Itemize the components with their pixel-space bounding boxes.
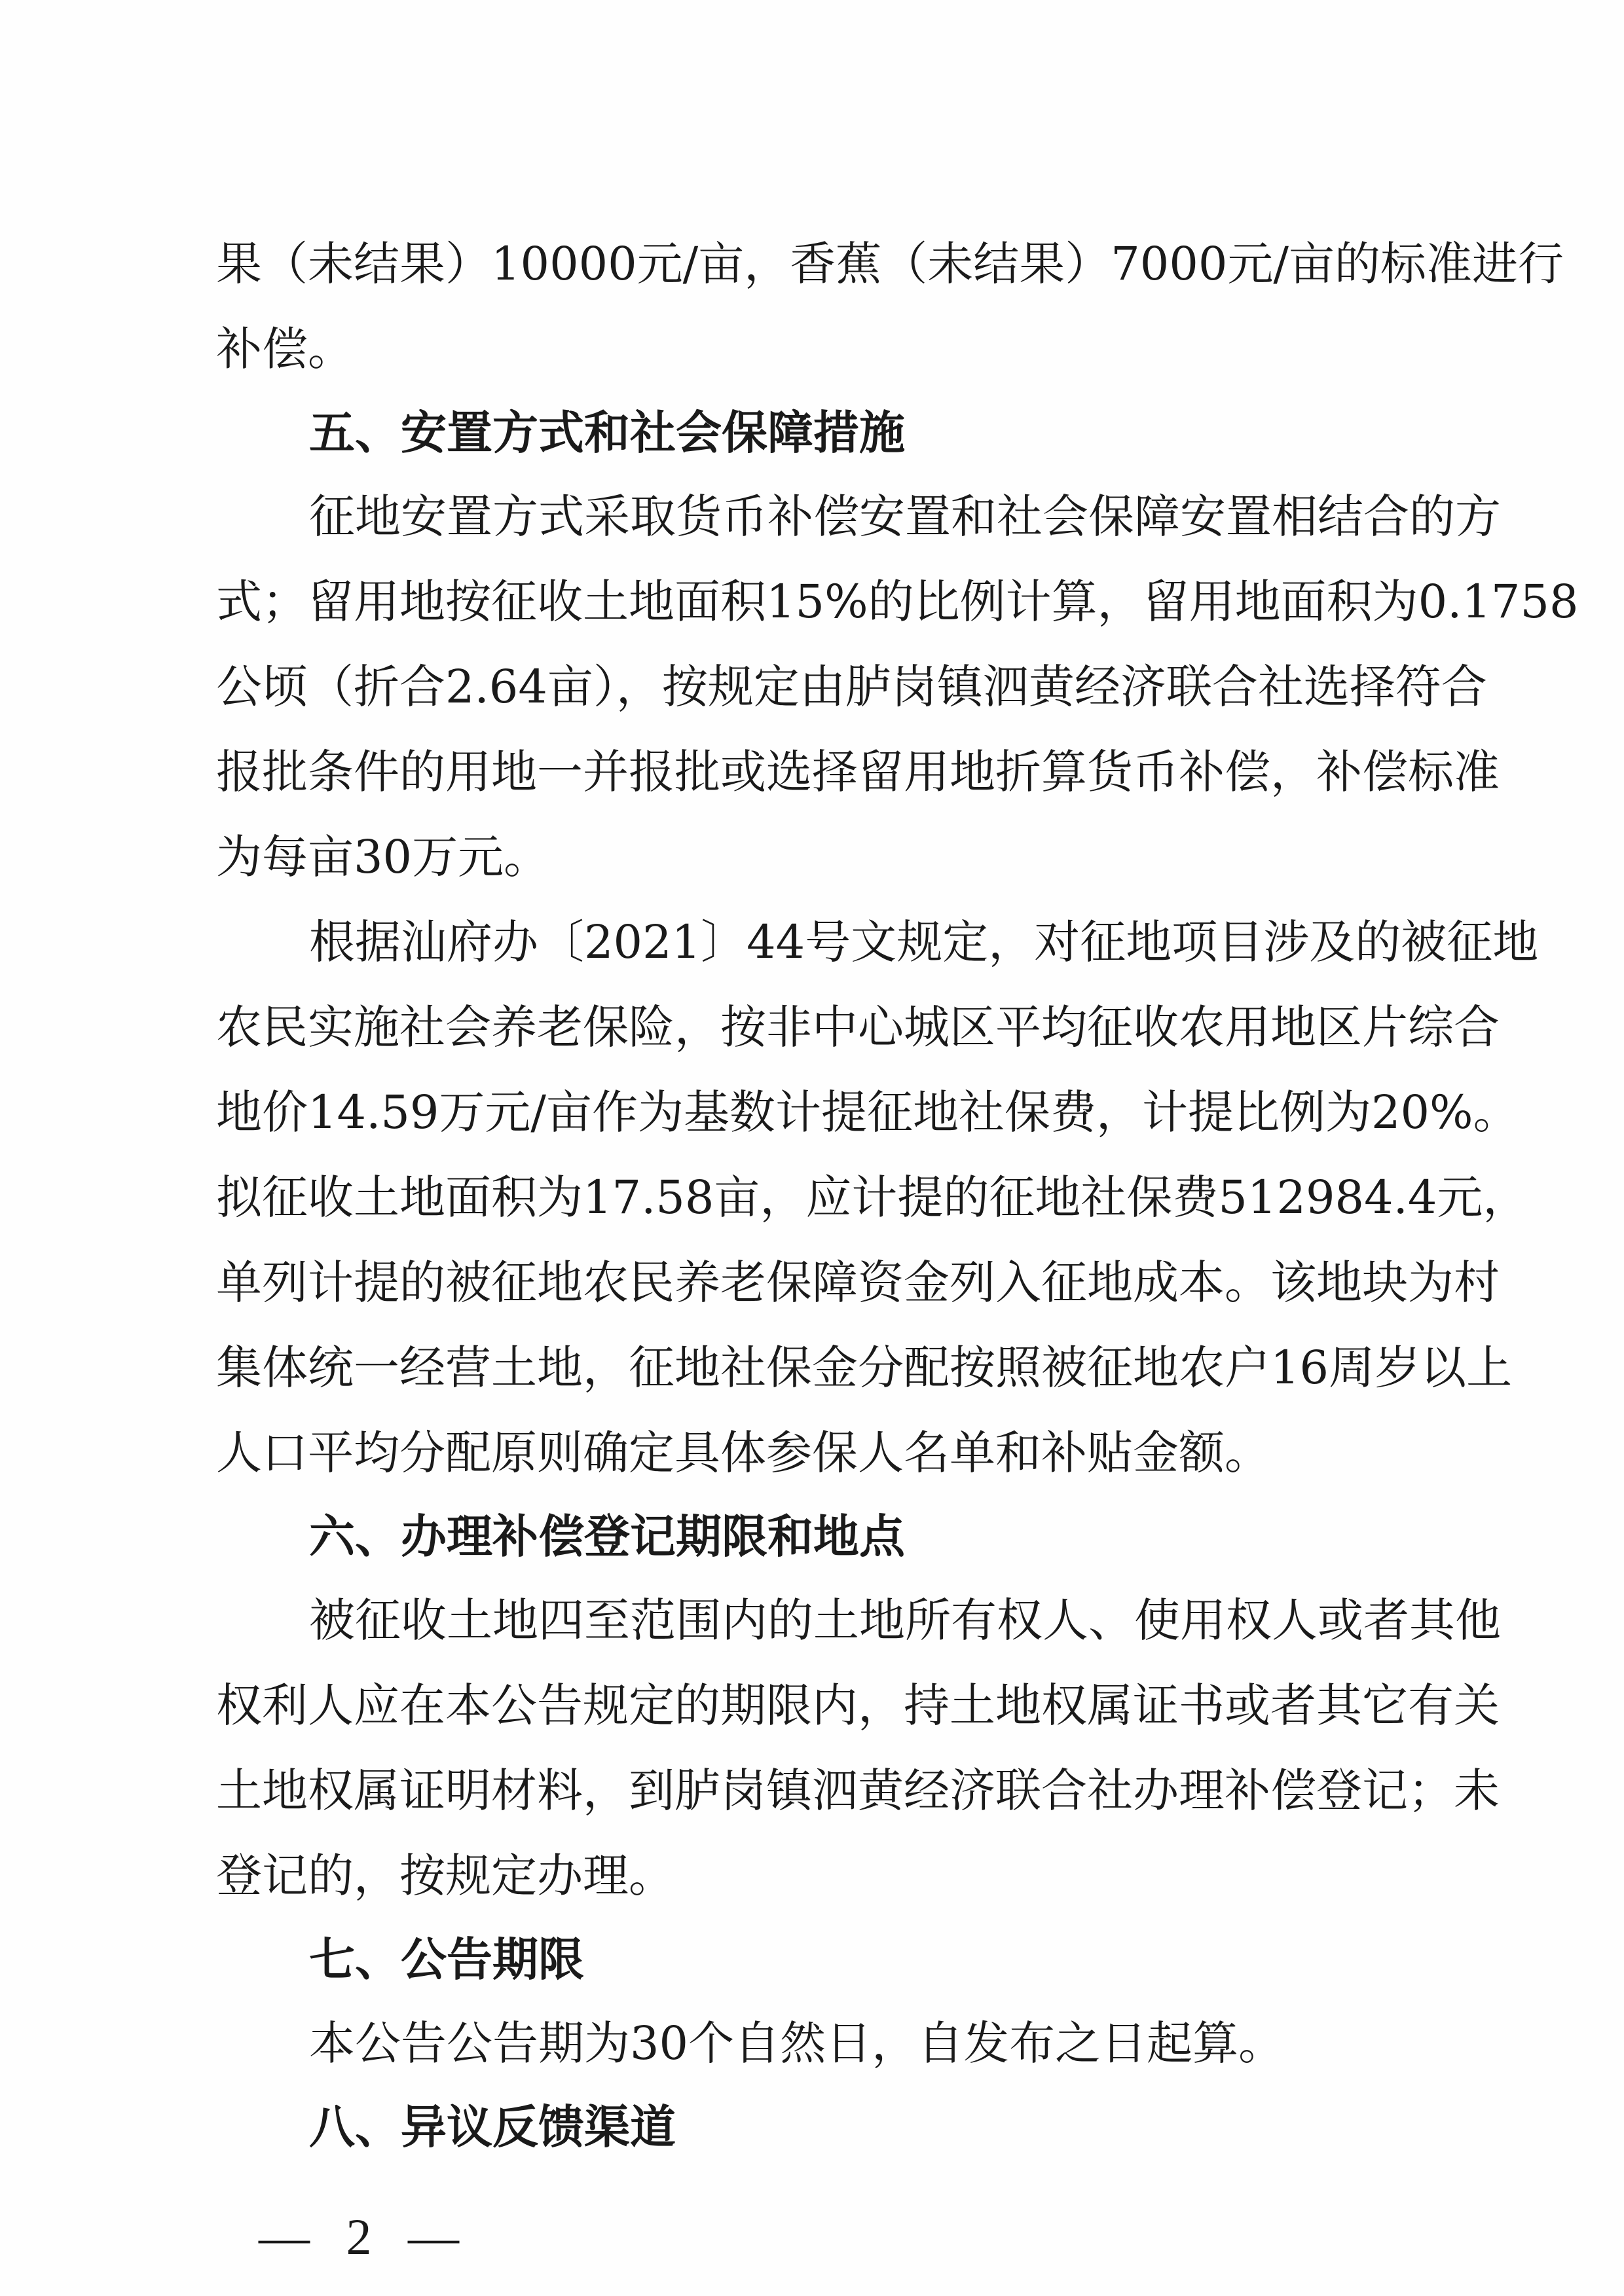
paragraph-line: 征地安置方式采取货币补偿安置和社会保障安置相结合的方 — [309, 490, 1501, 543]
paragraph-line: 补偿。 — [216, 322, 354, 376]
paragraph-line: 集体统一经营土地，征地社保金分配按照被征地农户16周岁以上 — [216, 1341, 1513, 1394]
paragraph-line: 土地权属证明材料，到胪岗镇泗黄经济联合社办理补偿登记；未 — [216, 1764, 1500, 1817]
paragraph-line: 公顷（折合2.64亩），按规定由胪岗镇泗黄经济联合社选择符合 — [216, 660, 1487, 714]
section-heading-7: 七、公告期限 — [309, 1933, 584, 1986]
paragraph-line: 登记的，按规定办理。 — [216, 1849, 674, 1903]
paragraph-line: 根据汕府办〔2021〕44号文规定，对征地项目涉及的被征地 — [309, 915, 1539, 969]
paragraph-line: 报批条件的用地一并报批或选择留用地折算货币补偿，补偿标准 — [216, 745, 1500, 799]
paragraph-line: 农民实施社会养老保险，按非中心城区平均征收农用地区片综合 — [216, 1000, 1500, 1054]
paragraph-line: 人口平均分配原则确定具体参保人名单和补贴金额。 — [216, 1426, 1270, 1480]
paragraph-line: 被征收土地四至范围内的土地所有权人、使用权人或者其他 — [309, 1594, 1501, 1647]
paragraph-line: 权利人应在本公告规定的期限内，持土地权属证书或者其它有关 — [216, 1679, 1500, 1732]
page-number: — 2 — — [259, 2208, 471, 2265]
section-heading-6: 六、办理补偿登记期限和地点 — [309, 1510, 905, 1563]
paragraph-line: 单列计提的被征地农民养老保障资金列入征地成本。该地块为村 — [216, 1256, 1500, 1309]
paragraph-line: 地价14.59万元/亩作为基数计提征地社保费，计提比例为20%。 — [216, 1085, 1519, 1139]
paragraph-line: 果（未结果）10000元/亩，香蕉（未结果）7000元/亩的标准进行 — [216, 237, 1564, 291]
paragraph-line: 拟征收土地面积为17.58亩，应计提的征地社保费512984.4元， — [216, 1171, 1529, 1224]
paragraph-line: 为每亩30万元。 — [216, 830, 550, 884]
section-heading-8: 八、异议反馈渠道 — [309, 2100, 676, 2154]
section-heading-5: 五、安置方式和社会保障措施 — [309, 406, 905, 460]
paragraph-line: 本公告公告期为30个自然日，自发布之日起算。 — [309, 2016, 1285, 2070]
paragraph-line: 式；留用地按征收土地面积15%的比例计算，留用地面积为0.1758 — [216, 575, 1579, 629]
